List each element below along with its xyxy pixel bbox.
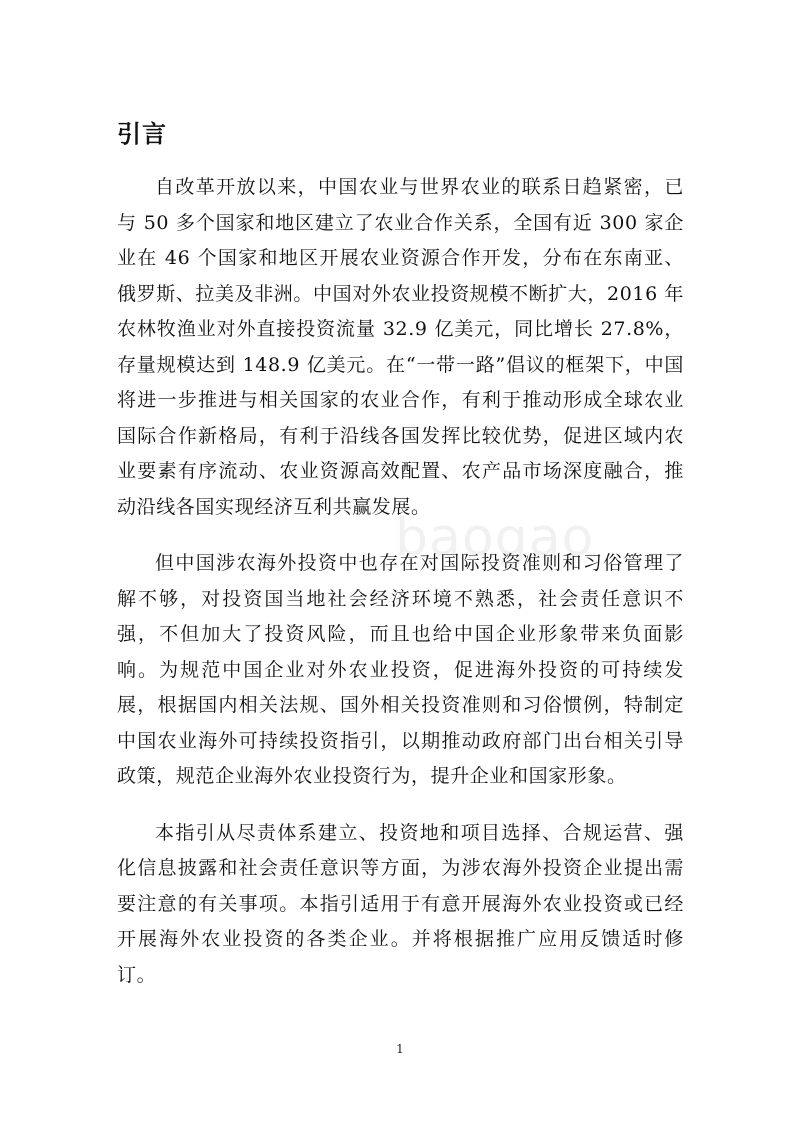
paragraph-2: 但中国涉农海外投资中也存在对国际投资准则和习俗管理了解不够，对投资国当地社会经济环境不熟悉，社会责任意识不强，不但加大了投资风险，而且也给中国企业形象带来负面影响。为规范中国企业对外农业投资，促进海外投资的可持续发展，根据国内相关法规、国外相关投资准则和习俗惯例，特制定中国农业海外可持续投资指引，以期推动政府部门出台相关引导政策，规范企业海外农业投资行为，提升企业和国家形象。 (117, 552, 684, 787)
paragraph-3: 本指引从尽责体系建立、投资地和项目选择、合规运营、强化信息披露和社会责任意识等方面，为涉农海外投资企业提出需要注意的有关事项。本指引适用于有意开展海外农业投资或已经开展海外农业投资的各类企业。并将根据推广应用反馈适时修订。 (117, 821, 684, 986)
section-heading: 引言 (117, 120, 167, 148)
body-text (117, 170, 684, 1014)
page-number: 1 (396, 1042, 404, 1056)
watermark: baogao (395, 508, 595, 568)
paragraph-1: 自改革开放以来，中国农业与世界农业的联系日趋紧密，已与 50 多个国家和地区建立了农业合作关系，全国有近 300 家企业在 46 个国家和地区开展农业资源合作开发，分布在东南亚、俄罗斯、拉美及非洲。中国对外农业投资规模不断扩大，2016 年农林牧渔业对外直接投资流量 32.9 亿美元，同比增长 27.8%，存量规模达到 148.9 亿美元。在“一带一路”倡议的框架下，中国将进一步推进与相关国家的农业合作，有利于推动形成全球农业国际合作新格局，有利于沿线各国发挥比较优势，促进区域内农业要素有序流动、农业资源高效配置、农产品市场深度融合，推动沿线各国实现经济互利共赢发展。 (117, 176, 684, 518)
